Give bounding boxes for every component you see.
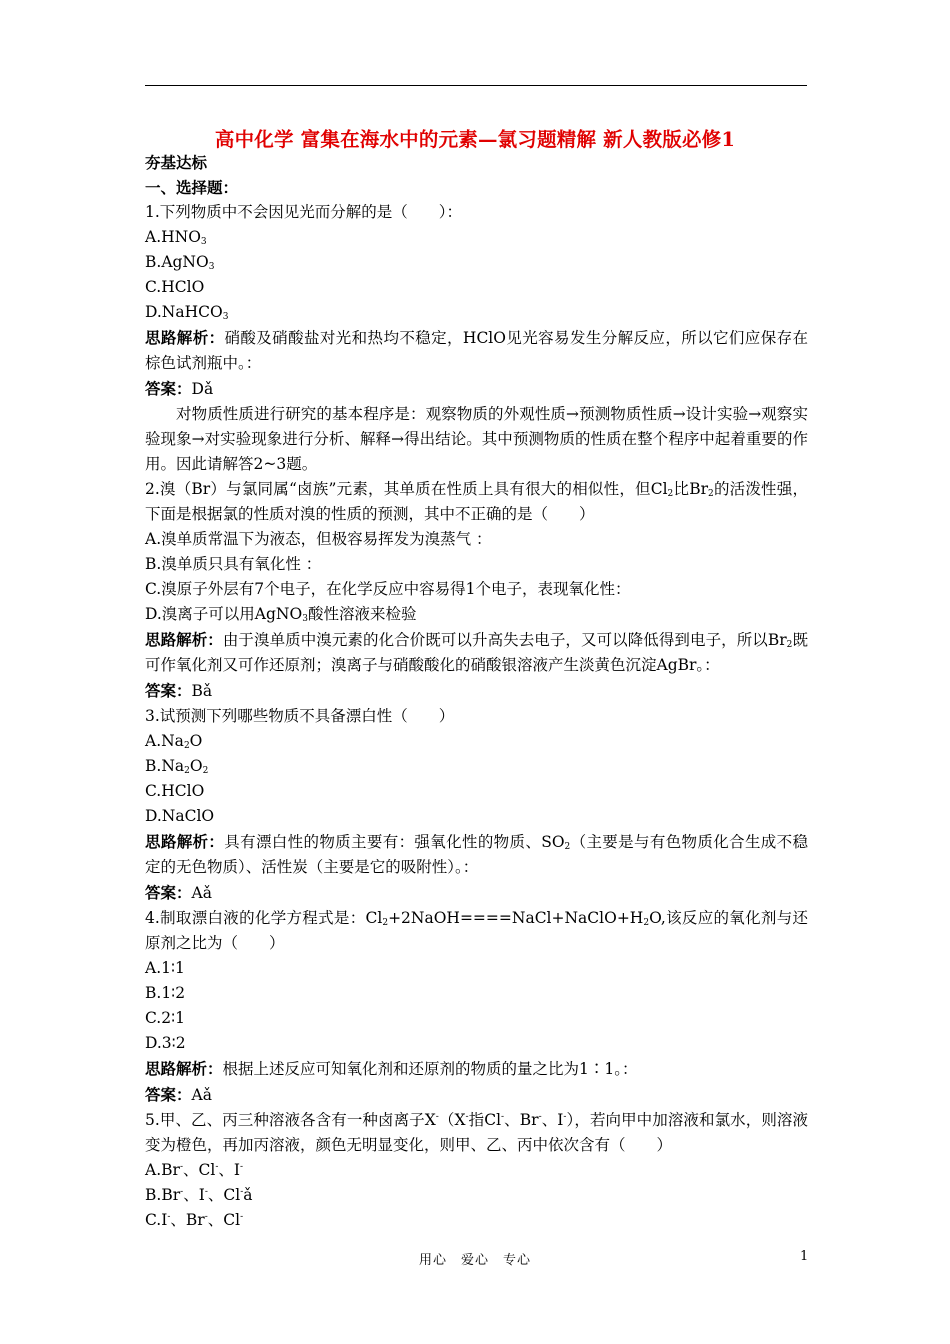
q5-stem: 5.甲、乙、丙三种溶液各含有一种卤离子X-（X-指Cl-、Br-、I-），若向甲中加溶液和氯水，则溶液变为橙色，再加丙溶液，颜色无明显变化，则甲、乙、丙中依次含有（ ） [145,1111,808,1154]
section-heading: 夯基达标 [145,153,208,172]
q4-stem: 4.制取漂白液的化学方程式是：$Cl_2+2NaOH====NaCl+NaClO+H_2O$,该反应的氧化剂与还原剂之比为（ ） [145,909,808,952]
q1-stem: 1.下列物质中不会因见光而分解的是（ ）： [145,203,463,221]
footer-motto: 用心 爱心 专心 [418,1253,531,1268]
q1-option-d: D.NaHCO$_3$ [145,303,229,322]
document-body [145,150,808,1233]
q3-option-b: $B.Na_2O_2$ [145,757,209,776]
q2-option-d: D.溴离子可以用AgNO$_3$酸性溶液来检验 [145,605,417,624]
q5-option-b: B.Br-、I-、Cl-ǎ [145,1186,253,1204]
q1-answer: 答案：Dǎ [145,379,214,398]
page-title: 高中化学 富集在海水中的元素—氯习题精解 新人教版必修1 [214,128,736,151]
q2-option-b: B.溴单质只具有氧化性 ： [145,555,322,573]
q1-option-c: C.HClO [145,278,205,296]
q3-option-d: D.NaClO [145,807,215,825]
part-heading: 一、选择题： [145,178,239,197]
q2-answer: 答案：Bǎ [145,681,213,700]
q4-option-b: B.1∶2 [145,984,186,1002]
q4-option-c: C.2∶1 [145,1009,185,1027]
q1-option-b: B.AgNO$_3$ [145,253,215,272]
q2-option-c: C.溴原子外层有7个电子，在化学反应中容易得1个电子，表现氧化性： [145,580,631,598]
q1-analysis: 思路解析：硝酸及硝酸盐对光和热均不稳定，HClO见光容易发生分解反应，所以它们应保存在棕色试剂瓶中。： [145,328,808,372]
q4-analysis: 思路解析：根据上述反应可知氧化剂和还原剂的物质的量之比为1∶1。： [145,1059,638,1078]
q3-option-a: $A.Na_2O$ [145,732,203,751]
q3-answer: 答案：Aǎ [145,883,212,902]
q3-option-c: C.HClO [145,782,205,800]
q2-stem: 2.溴（Br）与氯同属“卤族”元素，其单质在性质上具有很大的相似性，但$Cl_2$比$Br_2$的活泼性强，下面是根据氯的性质对溴的性质的预测，其中不正确的是（ ） [145,480,808,523]
q3-stem: 3.试预测下列哪些物质不具备漂白性（ ） [145,707,455,725]
q2-option-a: A.溴单质常温下为液态，但极容易挥发为溴蒸气 ： [145,530,492,548]
q4-answer: 答案：Aǎ [145,1085,212,1104]
q4-option-d: D.3∶2 [145,1034,186,1052]
q1-option-a: $A.HNO_3$ [145,228,207,247]
q5-option-a: A.Br-、Cl-、I- [145,1161,244,1179]
q2-analysis: 思路解析：由于溴单质中溴元素的化合价既可以升高失去电子，又可以降低得到电子，所以$Br_2$既可作氧化剂又可作还原剂；溴离子与硝酸酸化的硝酸银溶液产生淡黄色沉淀AgBr。： [145,630,808,674]
q3-analysis: 思路解析：具有漂白性的物质主要有：强氧化性的物质、$SO_2$（主要是与有色物质化合生成不稳定的无色物质）、活性炭（主要是它的吸附性）。： [145,832,808,876]
intro-paragraph: 对物质性质进行研究的基本程序是：观察物质的外观性质→预测物质性质→设计实验→观察实验现象→对实验现象进行分析、解释→得出结论。其中预测物质的性质在整个程序中起着重要的作用。因此请解答2~3题。 [145,405,808,473]
q5-option-c: C.I-、Br-、Cl- [145,1211,244,1229]
header-rule [145,85,807,86]
page-number: 1 [800,1249,809,1264]
q4-option-a: A.1∶1 [145,959,185,977]
